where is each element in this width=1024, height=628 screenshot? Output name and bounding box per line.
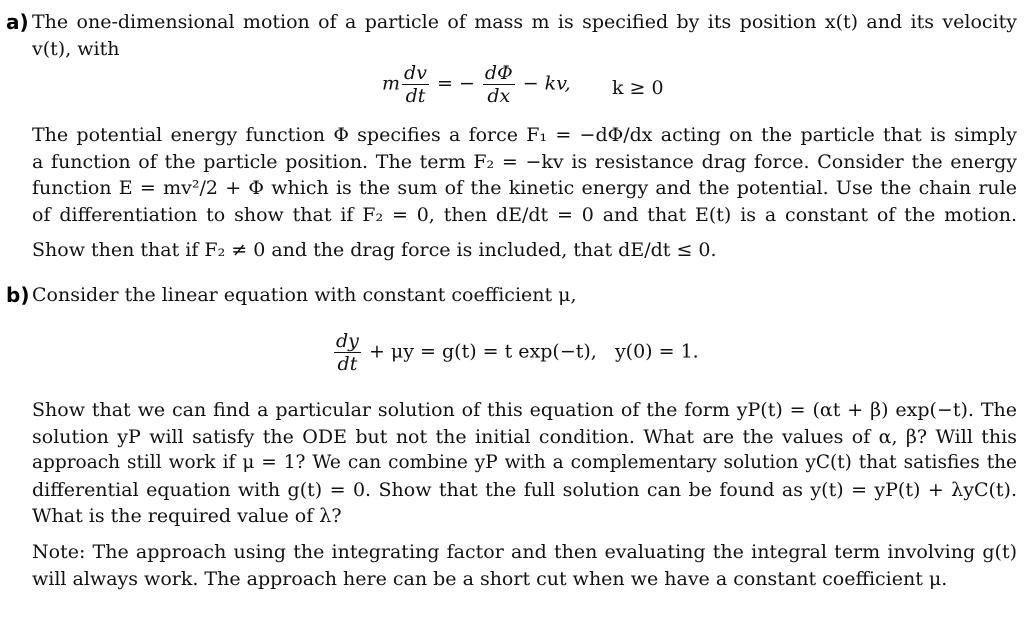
part-a-equation	[382, 62, 571, 107]
part-b-note-line: will always work. The approach here can be a short cut when we have a constant coefficient μ.	[32, 567, 948, 590]
part-a-body	[32, 122, 1017, 228]
part-a-body-line: The potential energy function Φ specifies a force F₁ = −dΦ/dx acting on the particle that is simply	[32, 124, 1017, 146]
eq-dv-num: dv	[404, 62, 427, 84]
eq-drag-term: − kv,	[522, 72, 571, 95]
part-a-body-line: of differentiation to show that if F₂ = 0, then dE/dt = 0 and that E(t) is a constant of the motion.	[32, 203, 1017, 226]
part-a-body-line: a function of the particle position. The term F₂ = −kv is resistance drag force. Consider the energy	[32, 150, 1017, 173]
eq-dv-dt	[402, 62, 429, 107]
part-b-body-line: What is the required value of λ?	[32, 505, 342, 527]
part-b-equation	[332, 330, 699, 375]
part-a-final: Show then that if F₂ ≠ 0 and the drag force is included, that dE/dt ≤ 0.	[32, 239, 717, 261]
part-a-intro	[32, 9, 1017, 62]
part-b-body-line: approach still work if μ = 1? We can combine yP with a complementary solution yC(t) that satisfies the	[32, 452, 1017, 473]
part-b-note	[32, 539, 1017, 592]
eq-dphi-num: dΦ	[484, 62, 513, 84]
eq-dy-num: dy	[336, 330, 359, 352]
eq-dx-den: dx	[487, 85, 511, 107]
part-b-body-line: differential equation with g(t) = 0. Show that the full solution can be found as y(t) = yP(t) + λyC(t).	[32, 478, 1017, 501]
part-a-intro-line: The one-dimensional motion of a particle of mass m is specified by its position x(t) and its velocity	[32, 11, 1017, 33]
part-b-intro: Consider the linear equation with constant coefficient μ,	[32, 284, 577, 306]
part-a-body-line: function E = mv²/2 + Φ which is the sum of the kinetic energy and the potential. Use the chain rule	[32, 177, 1017, 199]
part-b-body-line: Show that we can find a particular solution of this equation of the form yP(t) = (αt + β) exp(−t). The	[32, 399, 1017, 421]
eq-dphi-dx	[483, 62, 515, 107]
eq-dt-den: dt	[337, 353, 358, 375]
part-b-body-line: solution yP will satisfy the ODE but not the initial condition. What are the values of α, β? Will this	[32, 425, 1017, 448]
part-a-condition: k ≥ 0	[612, 77, 664, 99]
part-a-intro-line: v(t), with	[32, 37, 120, 60]
part-a-label: a)	[6, 10, 29, 34]
eq-equals-minus: = −	[436, 72, 475, 95]
eq-dt-den: dt	[405, 85, 426, 107]
part-b-label: b)	[6, 283, 30, 307]
eq-dy-dt	[334, 330, 361, 375]
eq-mass: m	[382, 72, 401, 95]
part-b-note-line: Note: The approach using the integrating factor and then evaluating the integral term involving g(t)	[32, 541, 1017, 563]
part-b-body	[32, 397, 1017, 530]
eq-ode-rest: + μy = g(t) = t exp(−t), y(0) = 1.	[368, 340, 699, 363]
